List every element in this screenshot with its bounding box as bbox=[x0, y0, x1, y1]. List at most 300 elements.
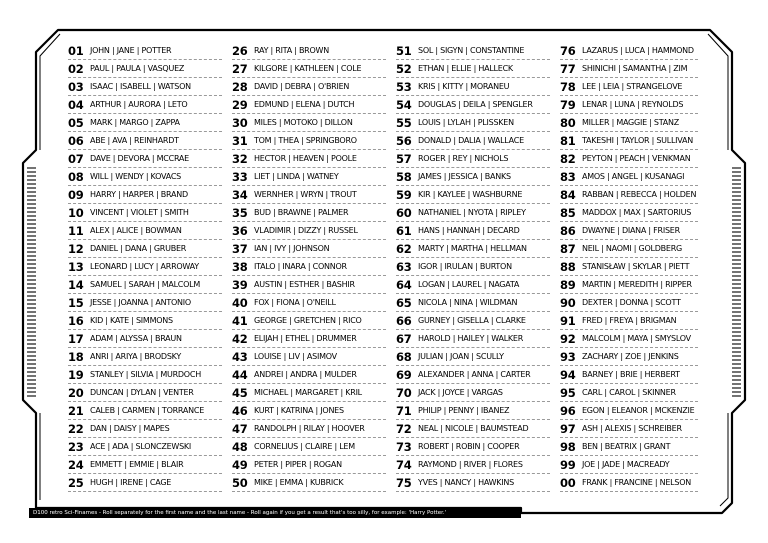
roll-number: 86 bbox=[560, 223, 576, 238]
name-entry: LOUIS | LYLAH | PLISSKEN bbox=[418, 118, 514, 127]
name-entry: RAYMOND | RIVER | FLORES bbox=[418, 460, 523, 469]
name-entry: LEE | LEIA | STRANGELOVE bbox=[582, 82, 683, 91]
table-row bbox=[396, 366, 550, 384]
table-row bbox=[232, 258, 386, 276]
name-entry: ZACHARY | ZOE | JENKINS bbox=[582, 352, 679, 361]
name-entry: HAROLD | HAILEY | WALKER bbox=[418, 334, 524, 343]
roll-number: 59 bbox=[396, 187, 412, 202]
table-row bbox=[560, 402, 698, 420]
table-row bbox=[396, 222, 550, 240]
table-row bbox=[396, 258, 550, 276]
roll-number: 87 bbox=[560, 241, 576, 256]
name-entry: BEN | BEATRIX | GRANT bbox=[582, 442, 671, 451]
table-row bbox=[560, 276, 698, 294]
table-row bbox=[232, 240, 386, 258]
roll-number: 58 bbox=[396, 169, 412, 184]
roll-number: 27 bbox=[232, 61, 248, 76]
name-entry: AUSTIN | ESTHER | BASHIR bbox=[254, 280, 355, 289]
roll-number: 62 bbox=[396, 241, 412, 256]
name-entry: CALEB | CARMEN | TORRANCE bbox=[90, 406, 205, 415]
table-row bbox=[396, 78, 550, 96]
roll-number: 47 bbox=[232, 421, 248, 436]
roll-number: 03 bbox=[68, 79, 84, 94]
name-entry: MARTY | MARTHA | HELLMAN bbox=[418, 244, 527, 253]
roll-number: 29 bbox=[232, 97, 248, 112]
table-row bbox=[68, 186, 222, 204]
table-row bbox=[560, 474, 698, 492]
table-row bbox=[68, 60, 222, 78]
roll-number: 54 bbox=[396, 97, 412, 112]
table-row bbox=[396, 474, 550, 492]
name-entry: HARRY | HARPER | BRAND bbox=[90, 190, 188, 199]
roll-number: 61 bbox=[396, 223, 412, 238]
name-entry: MIKE | EMMA | KUBRICK bbox=[254, 478, 344, 487]
roll-number: 73 bbox=[396, 439, 412, 454]
table-row bbox=[396, 114, 550, 132]
table-row bbox=[560, 312, 698, 330]
roll-number: 44 bbox=[232, 367, 248, 382]
name-entry: GEORGE | GRETCHEN | RICO bbox=[254, 316, 362, 325]
roll-number: 96 bbox=[560, 403, 576, 418]
table-row bbox=[232, 366, 386, 384]
roll-number: 99 bbox=[560, 457, 576, 472]
name-entry: WILL | WENDY | KOVACS bbox=[90, 172, 181, 181]
roll-number: 14 bbox=[68, 277, 84, 292]
table-row bbox=[396, 402, 550, 420]
table-row bbox=[396, 42, 550, 60]
name-entry: DOUGLAS | DEILA | SPENGLER bbox=[418, 100, 533, 109]
name-entry: EGON | ELEANOR | MCKENZIE bbox=[582, 406, 695, 415]
table-row bbox=[396, 348, 550, 366]
roll-number: 91 bbox=[560, 313, 576, 328]
name-entry: ALEXANDER | ANNA | CARTER bbox=[418, 370, 531, 379]
roll-number: 98 bbox=[560, 439, 576, 454]
table-row bbox=[232, 438, 386, 456]
roll-number: 23 bbox=[68, 439, 84, 454]
table-row bbox=[560, 168, 698, 186]
table-row bbox=[396, 132, 550, 150]
table-row bbox=[560, 186, 698, 204]
name-entry: STANLEY | SILVIA | MURDOCH bbox=[90, 370, 201, 379]
roll-number: 51 bbox=[396, 43, 412, 58]
name-entry: MARTIN | MEREDITH | RIPPER bbox=[582, 280, 692, 289]
roll-number: 42 bbox=[232, 331, 248, 346]
name-entry: SHINICHI | SAMANTHA | ZIM bbox=[582, 64, 688, 73]
roll-number: 10 bbox=[68, 205, 84, 220]
name-entry: EMMETT | EMMIE | BLAIR bbox=[90, 460, 184, 469]
table-row bbox=[560, 348, 698, 366]
name-entry: RANDOLPH | RILAY | HOOVER bbox=[254, 424, 365, 433]
roll-number: 24 bbox=[68, 457, 84, 472]
table-row bbox=[560, 366, 698, 384]
table-row bbox=[232, 330, 386, 348]
roll-number: 81 bbox=[560, 133, 576, 148]
roll-number: 36 bbox=[232, 223, 248, 238]
roll-number: 50 bbox=[232, 475, 248, 490]
roll-number: 94 bbox=[560, 367, 576, 382]
name-entry: DAVID | DEBRA | O'BRIEN bbox=[254, 82, 350, 91]
roll-number: 07 bbox=[68, 151, 84, 166]
table-row bbox=[396, 204, 550, 222]
roll-number: 33 bbox=[232, 169, 248, 184]
name-entry: ASH | ALEXIS | SCHREIBER bbox=[582, 424, 682, 433]
name-entry: KRIS | KITTY | MORANEU bbox=[418, 82, 510, 91]
name-entry: DONALD | DALIA | WALLACE bbox=[418, 136, 524, 145]
name-entry: LAZARUS | LUCA | HAMMOND bbox=[582, 46, 694, 55]
roll-number: 88 bbox=[560, 259, 576, 274]
table-row bbox=[232, 312, 386, 330]
roll-number: 77 bbox=[560, 61, 576, 76]
name-entry: TAKESHI | TAYLOR | SULLIVAN bbox=[582, 136, 693, 145]
name-entry: FOX | FIONA | O'NEILL bbox=[254, 298, 336, 307]
name-entry: LOUISE | LIV | ASIMOV bbox=[254, 352, 337, 361]
table-row bbox=[560, 240, 698, 258]
roll-number: 15 bbox=[68, 295, 84, 310]
roll-number: 39 bbox=[232, 277, 248, 292]
name-entry: ETHAN | ELLIE | HALLECK bbox=[418, 64, 513, 73]
table-row bbox=[68, 150, 222, 168]
table-row bbox=[560, 114, 698, 132]
table-row bbox=[396, 438, 550, 456]
name-entry: ISAAC | ISABELL | WATSON bbox=[90, 82, 191, 91]
table-row bbox=[232, 204, 386, 222]
table-row bbox=[68, 204, 222, 222]
name-entry: CORNELIUS | CLAIRE | LEM bbox=[254, 442, 355, 451]
table-row bbox=[232, 402, 386, 420]
table-row bbox=[232, 132, 386, 150]
name-entry: RAY | RITA | BROWN bbox=[254, 46, 329, 55]
table-row bbox=[68, 312, 222, 330]
name-entry: MALCOLM | MAYA | SMYSLOV bbox=[582, 334, 691, 343]
table-row bbox=[396, 276, 550, 294]
roll-number: 57 bbox=[396, 151, 412, 166]
name-entry: MILLER | MAGGIE | STANZ bbox=[582, 118, 679, 127]
roll-number: 80 bbox=[560, 115, 576, 130]
table-row bbox=[68, 222, 222, 240]
roll-number: 46 bbox=[232, 403, 248, 418]
roll-number: 28 bbox=[232, 79, 248, 94]
roll-number: 30 bbox=[232, 115, 248, 130]
table-row bbox=[68, 438, 222, 456]
table-row bbox=[68, 348, 222, 366]
name-entry: JESSE | JOANNA | ANTONIO bbox=[90, 298, 191, 307]
name-entry: DANIEL | DANA | GRUBER bbox=[90, 244, 187, 253]
table-row bbox=[68, 420, 222, 438]
table-row bbox=[396, 150, 550, 168]
name-entry: STANISŁAW | SKYLAR | PIETT bbox=[582, 262, 690, 271]
name-entry: KURT | KATRINA | JONES bbox=[254, 406, 344, 415]
name-entry: SOL | SIGYN | CONSTANTINE bbox=[418, 46, 525, 55]
name-entry: BUD | BRAWNE | PALMER bbox=[254, 208, 349, 217]
roll-number: 17 bbox=[68, 331, 84, 346]
name-entry: ROBERT | ROBIN | COOPER bbox=[418, 442, 520, 451]
name-entry: MICHAEL | MARGARET | KRIL bbox=[254, 388, 362, 397]
table-row bbox=[560, 294, 698, 312]
name-entry: NEAL | NICOLE | BAUMSTEAD bbox=[418, 424, 529, 433]
roll-number: 35 bbox=[232, 205, 248, 220]
name-entry: RABBAN | REBECCA | HOLDEN bbox=[582, 190, 697, 199]
name-entry: PAUL | PAULA | VASQUEZ bbox=[90, 64, 185, 73]
table-row bbox=[560, 78, 698, 96]
table-row bbox=[560, 150, 698, 168]
name-entry: ARTHUR | AURORA | LETO bbox=[90, 100, 188, 109]
roll-number: 70 bbox=[396, 385, 412, 400]
name-entry: LEONARD | LUCY | ARROWAY bbox=[90, 262, 199, 271]
name-entry: MARK | MARGO | ZAPPA bbox=[90, 118, 180, 127]
roll-number: 89 bbox=[560, 277, 576, 292]
table-row bbox=[232, 114, 386, 132]
table-row bbox=[232, 474, 386, 492]
table-row bbox=[68, 114, 222, 132]
roll-number: 66 bbox=[396, 313, 412, 328]
table-row bbox=[68, 168, 222, 186]
roll-number: 05 bbox=[68, 115, 84, 130]
left-vent-grill bbox=[27, 168, 36, 396]
table-row bbox=[232, 222, 386, 240]
roll-number: 93 bbox=[560, 349, 576, 364]
table-row bbox=[560, 438, 698, 456]
roll-number: 69 bbox=[396, 367, 412, 382]
roll-number: 85 bbox=[560, 205, 576, 220]
roll-number: 48 bbox=[232, 439, 248, 454]
table-row bbox=[68, 366, 222, 384]
table-row bbox=[396, 60, 550, 78]
name-entry: JAMES | JESSICA | BANKS bbox=[418, 172, 511, 181]
roll-number: 21 bbox=[68, 403, 84, 418]
table-row bbox=[232, 348, 386, 366]
name-entry: ELIJAH | ETHEL | DRUMMER bbox=[254, 334, 357, 343]
table-row bbox=[232, 150, 386, 168]
name-entry: YVES | NANCY | HAWKINS bbox=[418, 478, 514, 487]
name-entry: TOM | THEA | SPRINGBORO bbox=[254, 136, 357, 145]
name-entry: IGOR | IRULAN | BURTON bbox=[418, 262, 512, 271]
roll-number: 53 bbox=[396, 79, 412, 94]
name-entry: VLADIMIR | DIZZY | RUSSEL bbox=[254, 226, 358, 235]
name-entry: GURNEY | GISELLA | CLARKE bbox=[418, 316, 526, 325]
roll-number: 64 bbox=[396, 277, 412, 292]
roll-number: 79 bbox=[560, 97, 576, 112]
name-entry: HANS | HANNAH | DECARD bbox=[418, 226, 520, 235]
table-row bbox=[396, 384, 550, 402]
table-row bbox=[68, 42, 222, 60]
table-row bbox=[232, 42, 386, 60]
roll-number: 97 bbox=[560, 421, 576, 436]
table-row bbox=[68, 78, 222, 96]
table-row bbox=[232, 168, 386, 186]
table-row bbox=[68, 96, 222, 114]
name-entry: KID | KATE | SIMMONS bbox=[90, 316, 173, 325]
roll-number: 40 bbox=[232, 295, 248, 310]
roll-number: 84 bbox=[560, 187, 576, 202]
table-row bbox=[68, 474, 222, 492]
roll-number: 68 bbox=[396, 349, 412, 364]
table-row bbox=[232, 294, 386, 312]
name-entry: SAMUEL | SARAH | MALCOLM bbox=[90, 280, 201, 289]
roll-number: 31 bbox=[232, 133, 248, 148]
name-entry: MILES | MOTOKO | DILLON bbox=[254, 118, 353, 127]
roll-number: 45 bbox=[232, 385, 248, 400]
table-row bbox=[560, 456, 698, 474]
name-entry: ANRI | ARIYA | BRODSKY bbox=[90, 352, 181, 361]
table-row bbox=[396, 186, 550, 204]
roll-number: 55 bbox=[396, 115, 412, 130]
table-row bbox=[560, 420, 698, 438]
name-entry: MADDOX | MAX | SARTORIUS bbox=[582, 208, 692, 217]
name-entry: ALEX | ALICE | BOWMAN bbox=[90, 226, 182, 235]
roll-number: 92 bbox=[560, 331, 576, 346]
table-row bbox=[560, 132, 698, 150]
name-entry: IAN | IVY | JOHNSON bbox=[254, 244, 330, 253]
roll-number: 65 bbox=[396, 295, 412, 310]
table-row bbox=[560, 384, 698, 402]
roll-number: 49 bbox=[232, 457, 248, 472]
name-entry: CARL | CAROL | SKINNER bbox=[582, 388, 676, 397]
table-row bbox=[232, 456, 386, 474]
roll-number: 83 bbox=[560, 169, 576, 184]
name-entry: BARNEY | BRIE | HERBERT bbox=[582, 370, 680, 379]
roll-number: 78 bbox=[560, 79, 576, 94]
table-row bbox=[560, 96, 698, 114]
table-row bbox=[68, 384, 222, 402]
name-entry: EDMUND | ELENA | DUTCH bbox=[254, 100, 355, 109]
roll-number: 90 bbox=[560, 295, 576, 310]
roll-number: 12 bbox=[68, 241, 84, 256]
roll-number: 00 bbox=[560, 475, 576, 490]
name-entry: JOHN | JANE | POTTER bbox=[90, 46, 172, 55]
table-row bbox=[232, 78, 386, 96]
roll-number: 71 bbox=[396, 403, 412, 418]
table-row bbox=[396, 330, 550, 348]
right-vent-grill bbox=[732, 168, 741, 396]
roll-number: 52 bbox=[396, 61, 412, 76]
roll-number: 09 bbox=[68, 187, 84, 202]
table-row bbox=[68, 402, 222, 420]
table-row bbox=[560, 258, 698, 276]
name-entry: DEXTER | DONNA | SCOTT bbox=[582, 298, 681, 307]
name-entry: AMOS | ANGEL | KUSANAGI bbox=[582, 172, 685, 181]
table-row bbox=[396, 312, 550, 330]
name-entry: ADAM | ALYSSA | BRAUN bbox=[90, 334, 182, 343]
table-row bbox=[232, 186, 386, 204]
table-row bbox=[232, 96, 386, 114]
table-row bbox=[68, 330, 222, 348]
roll-number: 32 bbox=[232, 151, 248, 166]
name-entry: DUNCAN | DYLAN | VENTER bbox=[90, 388, 194, 397]
name-entry: DWAYNE | DIANA | FRISER bbox=[582, 226, 680, 235]
name-entry: ITALO | INARA | CONNOR bbox=[254, 262, 347, 271]
roll-number: 38 bbox=[232, 259, 248, 274]
roll-number: 22 bbox=[68, 421, 84, 436]
name-entry: VINCENT | VIOLET | SMITH bbox=[90, 208, 189, 217]
roll-number: 18 bbox=[68, 349, 84, 364]
name-entry: JOE | JADE | MACREADY bbox=[582, 460, 670, 469]
table-row bbox=[68, 132, 222, 150]
table-row bbox=[68, 294, 222, 312]
name-entry: HECTOR | HEAVEN | POOLE bbox=[254, 154, 357, 163]
roll-number: 37 bbox=[232, 241, 248, 256]
name-entry: NEIL | NAOMI | GOLDBERG bbox=[582, 244, 682, 253]
roll-number: 20 bbox=[68, 385, 84, 400]
name-entry: FRED | FREYA | BRIGMAN bbox=[582, 316, 677, 325]
name-entry: LENAR | LUNA | REYNOLDS bbox=[582, 100, 684, 109]
roll-number: 01 bbox=[68, 43, 84, 58]
roll-number: 56 bbox=[396, 133, 412, 148]
name-entry: NICOLA | NINA | WILDMAN bbox=[418, 298, 518, 307]
table-row bbox=[396, 420, 550, 438]
table-row bbox=[232, 276, 386, 294]
table-row bbox=[560, 60, 698, 78]
name-entry: JACK | JOYCE | VARGAS bbox=[418, 388, 503, 397]
roll-number: 06 bbox=[68, 133, 84, 148]
table-row bbox=[232, 60, 386, 78]
table-row bbox=[68, 456, 222, 474]
name-table bbox=[68, 42, 696, 494]
roll-number: 82 bbox=[560, 151, 576, 166]
table-row bbox=[396, 168, 550, 186]
table-row bbox=[68, 240, 222, 258]
roll-number: 34 bbox=[232, 187, 248, 202]
roll-number: 43 bbox=[232, 349, 248, 364]
table-row bbox=[396, 240, 550, 258]
name-entry: PETER | PIPER | ROGAN bbox=[254, 460, 342, 469]
name-entry: NATHANIEL | NYOTA | RIPLEY bbox=[418, 208, 526, 217]
roll-number: 11 bbox=[68, 223, 84, 238]
name-entry: LOGAN | LAUREL | NAGATA bbox=[418, 280, 520, 289]
table-row bbox=[396, 96, 550, 114]
name-entry: ROGER | REY | NICHOLS bbox=[418, 154, 509, 163]
name-entry: PEYTON | PEACH | VENKMAN bbox=[582, 154, 691, 163]
table-row bbox=[396, 456, 550, 474]
roll-number: 72 bbox=[396, 421, 412, 436]
name-entry: ABE | AVA | REINHARDT bbox=[90, 136, 179, 145]
table-row bbox=[68, 276, 222, 294]
name-entry: WERNHER | WRYN | TROUT bbox=[254, 190, 357, 199]
table-row bbox=[68, 258, 222, 276]
name-entry: PHILIP | PENNY | IBANEZ bbox=[418, 406, 510, 415]
name-entry: KILGORE | KATHLEEN | COLE bbox=[254, 64, 362, 73]
name-entry: HUGH | IRENE | CAGE bbox=[90, 478, 172, 487]
table-row bbox=[560, 330, 698, 348]
table-row bbox=[232, 384, 386, 402]
name-entry: FRANK | FRANCINE | NELSON bbox=[582, 478, 691, 487]
roll-number: 75 bbox=[396, 475, 412, 490]
table-row bbox=[560, 42, 698, 60]
table-row bbox=[232, 420, 386, 438]
roll-number: 74 bbox=[396, 457, 412, 472]
roll-number: 67 bbox=[396, 331, 412, 346]
name-entry: KIR | KAYLEE | WASHBURNE bbox=[418, 190, 523, 199]
roll-number: 60 bbox=[396, 205, 412, 220]
name-entry: DAVE | DEVORA | MCCRAE bbox=[90, 154, 189, 163]
roll-number: 26 bbox=[232, 43, 248, 58]
roll-number: 41 bbox=[232, 313, 248, 328]
roll-number: 63 bbox=[396, 259, 412, 274]
name-entry: ACE | ADA | SLONCZEWSKI bbox=[90, 442, 191, 451]
table-row bbox=[560, 222, 698, 240]
footer-note: D100 retro Sci-Finames - Roll separately for the first name and the last name - Roll again if you get a result that's too silly, for example: 'Harry Potter.' bbox=[29, 508, 521, 518]
roll-number: 76 bbox=[560, 43, 576, 58]
roll-number: 02 bbox=[68, 61, 84, 76]
table-row bbox=[560, 204, 698, 222]
name-entry: ANDREI | ANDRA | MULDER bbox=[254, 370, 357, 379]
roll-number: 08 bbox=[68, 169, 84, 184]
name-entry: JULIAN | JOAN | SCULLY bbox=[418, 352, 504, 361]
roll-number: 04 bbox=[68, 97, 84, 112]
roll-number: 25 bbox=[68, 475, 84, 490]
roll-number: 16 bbox=[68, 313, 84, 328]
name-entry: LIET | LINDA | WATNEY bbox=[254, 172, 339, 181]
roll-number: 19 bbox=[68, 367, 84, 382]
